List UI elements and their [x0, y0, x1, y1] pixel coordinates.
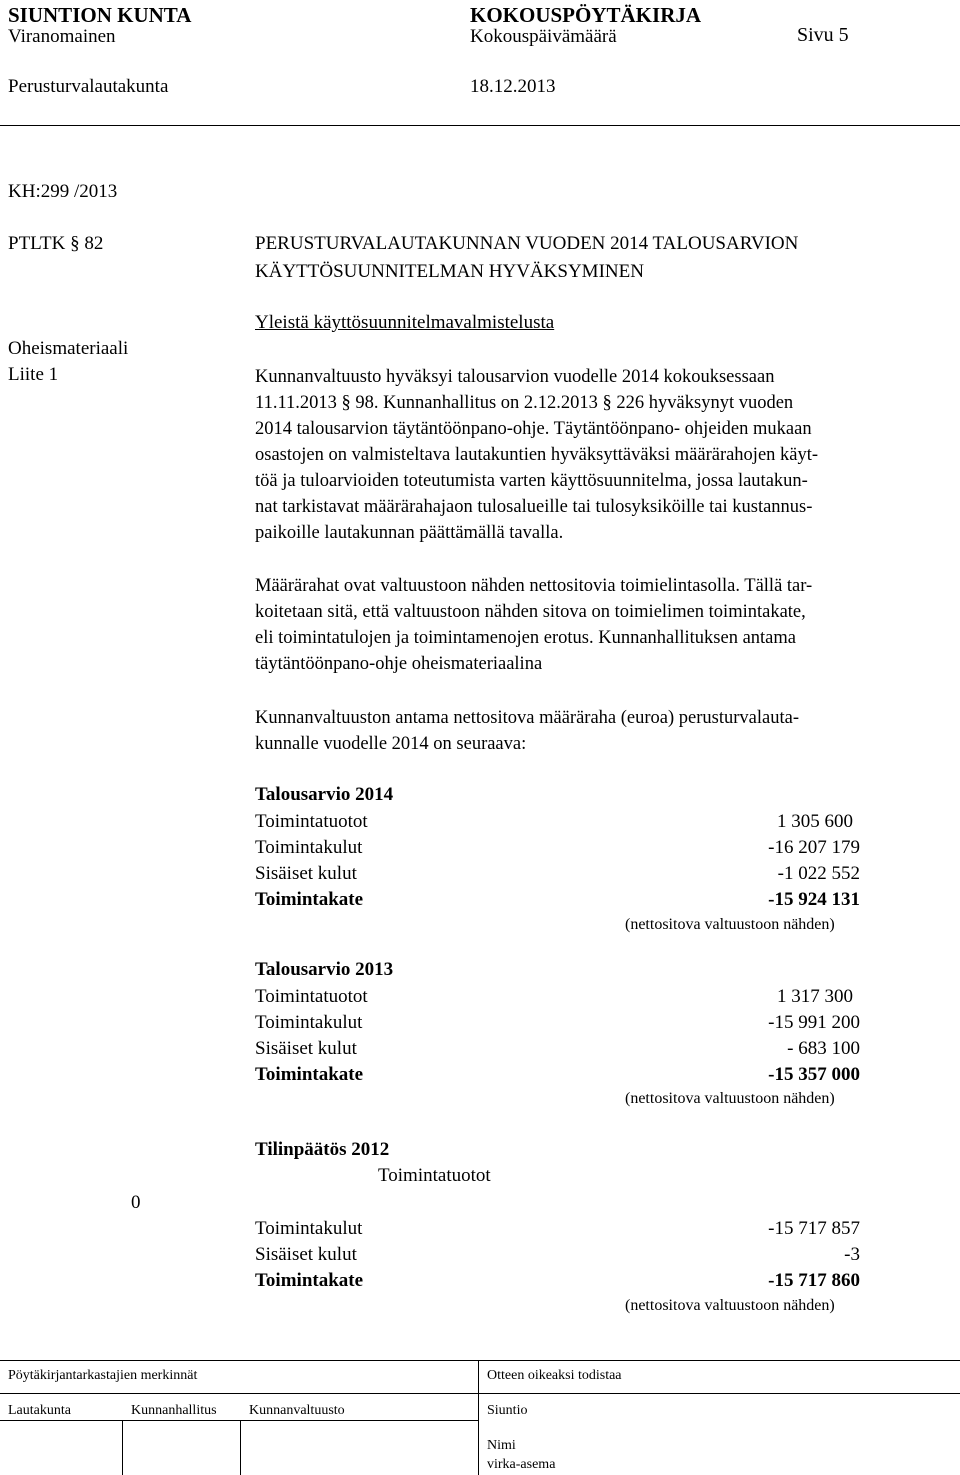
- footer-col-divider: [0, 1420, 478, 1421]
- footer-cell-divider-1: [122, 1420, 123, 1475]
- footer-name: Nimi: [487, 1438, 516, 1453]
- section-title-line1: PERUSTURVALAUTAKUNNAN VUODEN 2014 TALOUSARVION: [255, 233, 799, 254]
- footer-col-council: Kunnanvaltuusto: [249, 1403, 345, 1418]
- budget-row-value: -15 717 857: [768, 1218, 860, 1239]
- doc-type: KOKOUSPÖYTÄKIRJA: [470, 3, 702, 27]
- footer-col-government: Kunnanhallitus: [131, 1403, 217, 1418]
- case-ref: KH:299 /2013: [8, 181, 118, 202]
- budget-total-label: Toimintakate: [255, 1064, 364, 1085]
- budget-2013-title: Talousarvio 2013: [255, 959, 394, 980]
- p1-line: 2014 talousarvion täytäntöönpano-ohje. Täytäntöönpano- ohjeiden mukaan: [255, 419, 812, 439]
- footer-place: Siuntio: [487, 1403, 528, 1418]
- accounts-income-label: Toimintatuotot: [378, 1165, 491, 1186]
- budget-total-label: Toimintakate: [255, 889, 364, 910]
- footer-row-divider: [0, 1393, 960, 1394]
- budget-row-label: Toimintakulut: [255, 1012, 363, 1033]
- budget-row-label: Sisäiset kulut: [255, 1244, 357, 1265]
- header-divider: [0, 125, 960, 126]
- subheading: Yleistä käyttösuunnitelmavalmistelusta: [255, 312, 555, 333]
- authority-label: Viranomainen: [8, 26, 116, 47]
- section-title-line2: KÄYTTÖSUUNNITELMAN HYVÄKSYMINEN: [255, 261, 644, 282]
- footer-center-divider: [478, 1360, 479, 1475]
- budget-row-label: Sisäiset kulut: [255, 863, 357, 884]
- p2-line: koitetaan sitä, että valtuustoon nähden sitova on toimielimen toimintakate,: [255, 602, 806, 622]
- p3-line: Kunnanvaltuuston antama nettositova määräraha (euroa) perusturvalauta-: [255, 708, 799, 728]
- budget-note: (nettositova valtuustoon nähden): [625, 916, 835, 933]
- p2-line: eli toimintatulojen ja toimintamenojen erotus. Kunnanhallituksen antama: [255, 628, 796, 648]
- footer-checkers: Pöytäkirjantarkastajien merkinnät: [8, 1368, 198, 1383]
- budget-row-label: Sisäiset kulut: [255, 1038, 357, 1059]
- authority: Perusturvalautakunta: [8, 76, 169, 97]
- p1-line: osastojen on valmisteltava lautakuntien hyväksyttäväksi määrärahojen käyt-: [255, 445, 819, 465]
- budget-total-value: -15 717 860: [768, 1270, 860, 1291]
- p2-line: Määrärahat ovat valtuustoon nähden nettositovia toimielintasolla. Tällä tar-: [255, 576, 813, 596]
- budget-row-label: Toimintakulut: [255, 837, 363, 858]
- footer-position: virka-asema: [487, 1457, 556, 1472]
- budget-row-label: Toimintakulut: [255, 1218, 363, 1239]
- p1-line: 11.11.2013 § 98. Kunnanhallitus on 2.12.2013 § 226 hyväksynyt vuoden: [255, 393, 794, 413]
- budget-row-label: Toimintatuotot: [255, 811, 368, 832]
- meeting-date: 18.12.2013: [470, 76, 556, 97]
- footer-top-border: [0, 1360, 960, 1361]
- p1-line: Kunnanvaltuusto hyväksyi talousarvion vuodelle 2014 kokouksessaan: [255, 367, 775, 387]
- attachment: Liite 1: [8, 364, 59, 385]
- page-number: Sivu 5: [797, 24, 849, 46]
- zero-marker: 0: [131, 1192, 141, 1213]
- paragraph-2: [255, 573, 812, 677]
- budget-total-value: -15 924 131: [768, 889, 860, 910]
- budget-row-value: 1 317 300: [777, 986, 853, 1007]
- budget-row-value: - 683 100: [787, 1038, 860, 1059]
- budget-row-value: -15 991 200: [768, 1012, 860, 1033]
- date-label: Kokouspäivämäärä: [470, 26, 617, 47]
- org-name: SIUNTION KUNTA: [8, 3, 192, 27]
- budget-note: (nettositova valtuustoon nähden): [625, 1297, 835, 1314]
- p2-line: täytäntöönpano-ohje oheismateriaalina: [255, 654, 543, 674]
- p1-line: töä ja tuloarvioiden toteutumista varten käyttösuunnitelma, jossa lautakun-: [255, 471, 808, 491]
- budget-row-label: Toimintatuotot: [255, 986, 368, 1007]
- p3-line: kunnalle vuodelle 2014 on seuraava:: [255, 734, 527, 754]
- budget-2014-title: Talousarvio 2014: [255, 784, 394, 805]
- p1-line: paikoille lautakunnan päättämällä tavalla.: [255, 523, 564, 543]
- footer-certified: Otteen oikeaksi todistaa: [487, 1368, 622, 1383]
- accounts-2012-title: Tilinpäätös 2012: [255, 1139, 390, 1160]
- budget-total-label: Toimintakate: [255, 1270, 364, 1291]
- p1-line: nat tarkistavat määrärahajaon tulosalueille tai tulosyksiköille tai kustannus-: [255, 497, 813, 517]
- footer-cell-divider-2: [240, 1420, 241, 1475]
- budget-note: (nettositova valtuustoon nähden): [625, 1090, 835, 1107]
- budget-row-value: -1 022 552: [777, 863, 860, 884]
- section-id: PTLTK § 82: [8, 233, 104, 254]
- budget-total-value: -15 357 000: [768, 1064, 860, 1085]
- budget-row-value: -16 207 179: [768, 837, 860, 858]
- paragraph-1: [255, 364, 818, 546]
- budget-row-value: -3: [844, 1244, 860, 1265]
- attachment-label: Oheismateriaali: [8, 338, 129, 359]
- footer-col-board: Lautakunta: [8, 1403, 71, 1418]
- paragraph-3: [255, 705, 799, 757]
- budget-row-value: 1 305 600: [777, 811, 853, 832]
